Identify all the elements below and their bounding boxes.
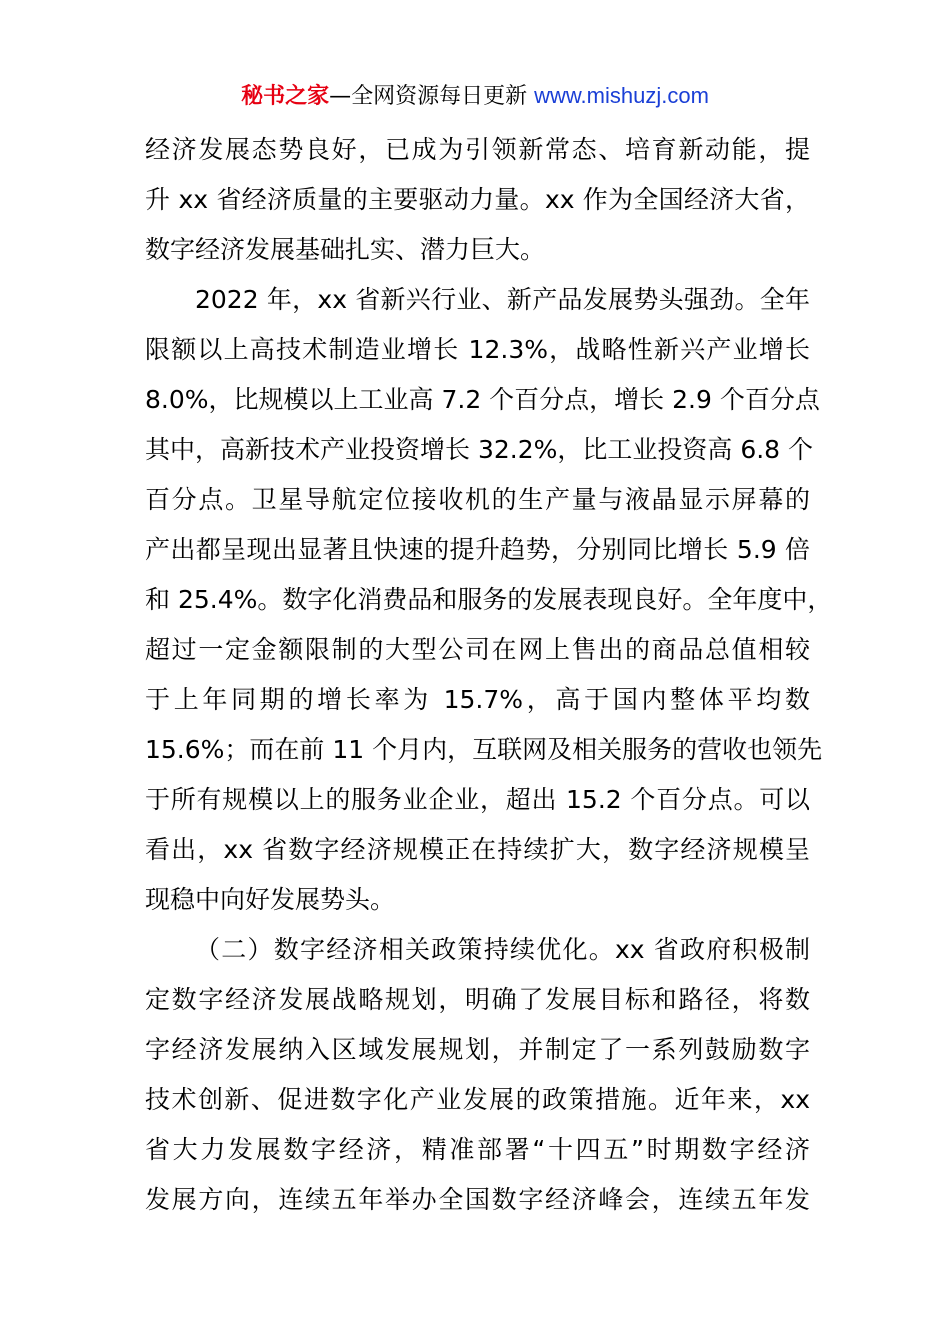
text-line: 超过一定金额限制的大型公司在网上售出的商品总值相较: [145, 635, 810, 664]
text-line: （二）数字经济相关政策持续优化。xx 省政府积极制: [195, 935, 810, 964]
text-line: 技术创新、促进数字化产业发展的政策措施。近年来，xx: [145, 1085, 810, 1114]
text-line: 字经济发展纳入区域发展规划，并制定了一系列鼓励数字: [145, 1035, 810, 1064]
header-tagline: —全网资源每日更新: [329, 84, 535, 109]
page-header: [0, 80, 950, 113]
text-line: 其中，高新技术产业投资增长 32.2%，比工业投资高 6.8 个: [145, 435, 814, 464]
text-line: 2022 年，xx 省新兴行业、新产品发展势头强劲。全年: [195, 285, 810, 314]
text-line: 于上年同期的增长率为 15.7%，高于国内整体平均数: [145, 685, 810, 714]
text-line: 产出都呈现出显著且快速的提升趋势，分别同比增长 5.9 倍: [145, 535, 810, 564]
site-url-link[interactable]: www.mishuzj.com: [534, 83, 709, 108]
text-line: 升 xx 省经济质量的主要驱动力量。xx 作为全国经济大省，: [145, 185, 810, 214]
text-line: 于所有规模以上的服务业企业，超出 15.2 个百分点。可以: [145, 785, 810, 814]
brand-name: 秘书之家: [241, 84, 330, 109]
text-line: 和 25.4%。数字化消费品和服务的发展表现良好。全年度中，: [145, 585, 833, 614]
text-line: 省大力发展数字经济，精准部署“十四五”时期数字经济: [145, 1135, 810, 1164]
text-line: 定数字经济发展战略规划，明确了发展目标和路径，将数: [145, 985, 810, 1014]
text-line: 15.6%；而在前 11 个月内，互联网及相关服务的营收也领先: [145, 735, 823, 764]
text-line: 百分点。卫星导航定位接收机的生产量与液晶显示屏幕的: [145, 485, 810, 514]
text-line: 看出，xx 省数字经济规模正在持续扩大，数字经济规模呈: [145, 835, 810, 864]
text-line: 经济发展态势良好，已成为引领新常态、培育新动能，提: [145, 135, 810, 164]
text-line: 发展方向，连续五年举办全国数字经济峰会，连续五年发: [145, 1185, 810, 1214]
text-line: 数字经济发展基础扎实、潜力巨大。: [145, 235, 546, 264]
document-body: [145, 125, 833, 1225]
text-line: 8.0%，比规模以上工业高 7.2 个百分点，增长 2.9 个百分点: [145, 385, 820, 414]
text-line: 现稳中向好发展势头。: [145, 885, 396, 914]
text-line: 限额以上高技术制造业增长 12.3%，战略性新兴产业增长: [145, 335, 810, 364]
